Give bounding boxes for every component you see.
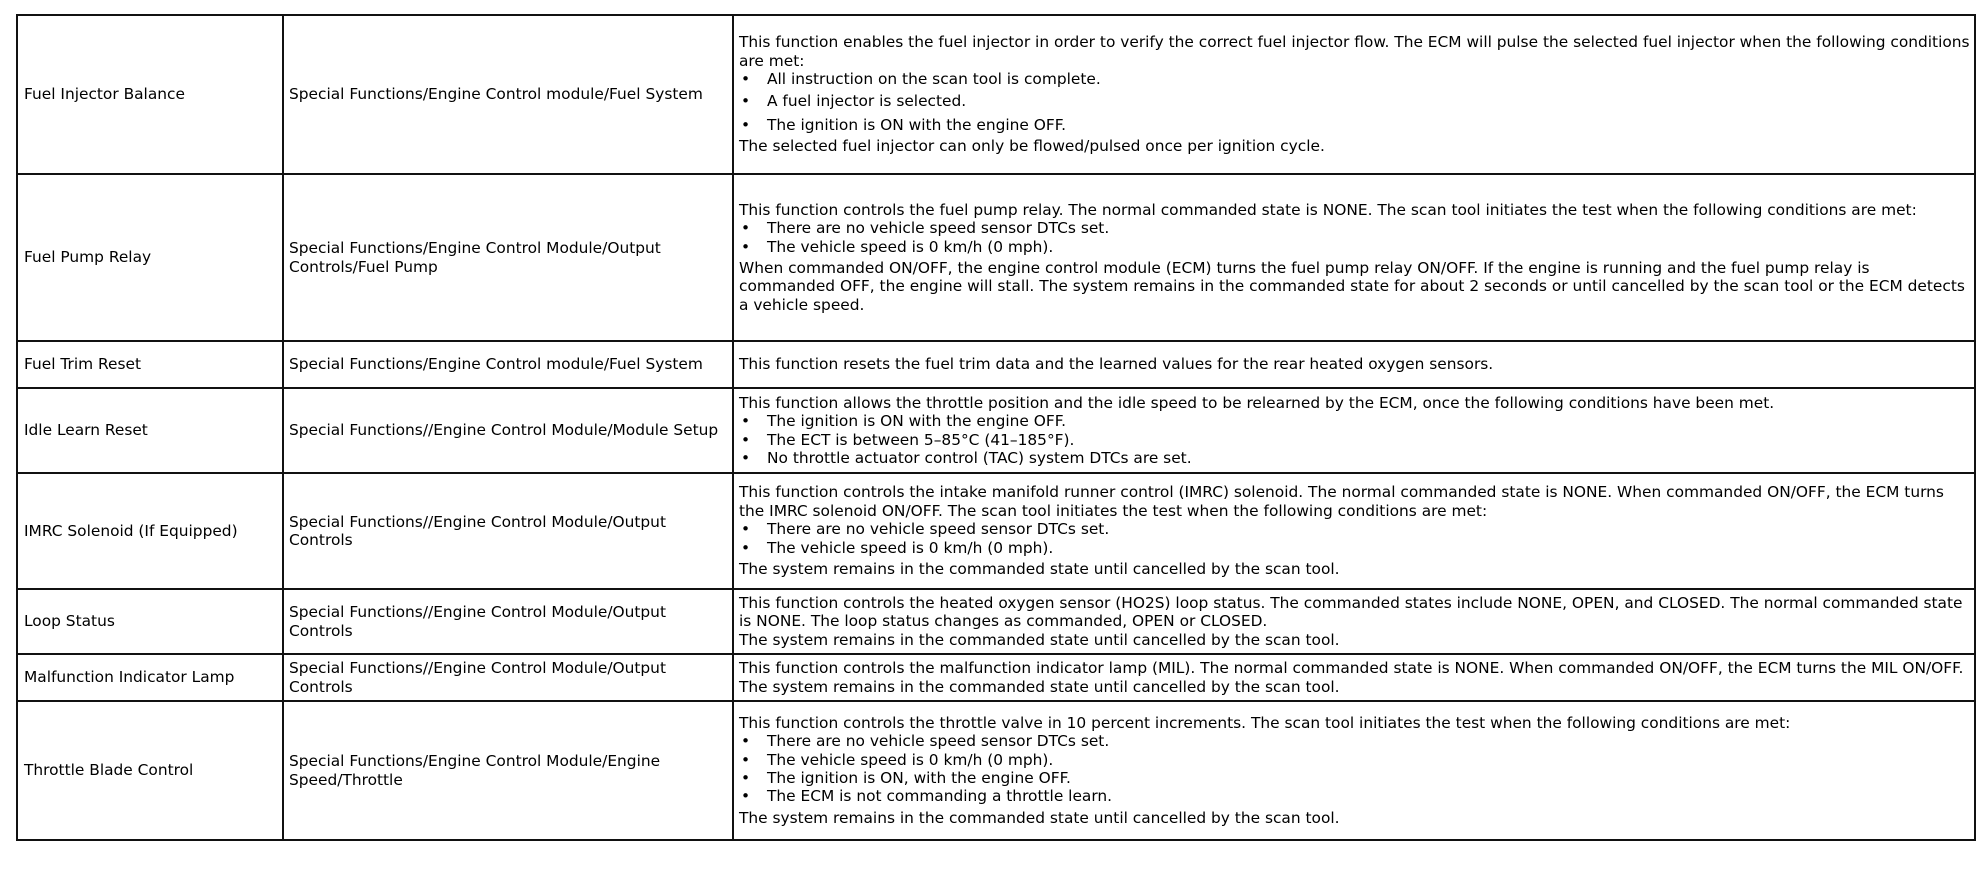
document-page: [16, 14, 1976, 841]
function-name: Fuel Pump Relay: [17, 174, 283, 341]
function-path: Special Functions/Engine Control Module/Output Controls/Fuel Pump: [283, 174, 733, 341]
function-name: Fuel Trim Reset: [17, 341, 283, 388]
function-description: [733, 388, 1975, 473]
function-path: Special Functions//Engine Control Module/Output Controls: [283, 654, 733, 701]
function-path: Special Functions//Engine Control Module/Module Setup: [283, 388, 733, 473]
description-intro: This function controls the intake manifold runner control (IMRC) solenoid. The normal commanded state is NONE. When commanded ON/OFF, the ECM turns the IMRC solenoid ON/OFF. The scan tool initiates the test when the following conditions are met:: [739, 483, 1944, 520]
condition-list: [739, 732, 1970, 806]
function-name: Idle Learn Reset: [17, 388, 283, 473]
function-name: Loop Status: [17, 589, 283, 654]
list-item: • The ECM is not commanding a throttle learn.: [739, 787, 1970, 805]
function-name: Throttle Blade Control: [17, 701, 283, 840]
list-item: • The vehicle speed is 0 km/h (0 mph).: [739, 238, 1970, 256]
function-name: Malfunction Indicator Lamp: [17, 654, 283, 701]
description-intro: This function controls the malfunction indicator lamp (MIL). The normal commanded state is NONE. When commanded ON/OFF, the ECM turns the MIL ON/OFF. The system remains in the commanded state until cancelled by the scan tool.: [739, 659, 1964, 696]
list-item: • There are no vehicle speed sensor DTCs set.: [739, 732, 1970, 750]
list-item: • A fuel injector is selected.: [739, 92, 1970, 110]
list-item: • The ECT is between 5–85°C (41–185°F).: [739, 431, 1970, 449]
function-description: [733, 174, 1975, 341]
function-description: [733, 15, 1975, 174]
special-functions-table: [16, 14, 1976, 841]
list-item: • The ignition is ON with the engine OFF.: [739, 412, 1970, 430]
function-name: Fuel Injector Balance: [17, 15, 283, 174]
function-path: Special Functions/Engine Control Module/Engine Speed/Throttle: [283, 701, 733, 840]
table-row: [17, 174, 1975, 341]
function-path: Special Functions/Engine Control module/Fuel System: [283, 341, 733, 388]
description-intro: This function enables the fuel injector in order to verify the correct fuel injector flow. The ECM will pulse the selected fuel injector when the following conditions are met:: [739, 33, 1970, 70]
function-path: Special Functions//Engine Control Module/Output Controls: [283, 589, 733, 654]
function-name: IMRC Solenoid (If Equipped): [17, 473, 283, 589]
function-description: [733, 701, 1975, 840]
description-intro: This function controls the fuel pump relay. The normal commanded state is NONE. The scan tool initiates the test when the following conditions are met:: [739, 200, 1917, 219]
function-description: [733, 589, 1975, 654]
function-description: [733, 473, 1975, 589]
list-item: • The ignition is ON, with the engine OFF.: [739, 769, 1970, 787]
condition-list: [739, 70, 1970, 134]
list-item: • There are no vehicle speed sensor DTCs set.: [739, 520, 1970, 538]
function-description: [733, 341, 1975, 388]
description-note: The system remains in the commanded state until cancelled by the scan tool.: [739, 560, 1340, 579]
condition-list: [739, 219, 1970, 256]
condition-list: [739, 412, 1970, 467]
list-item: • No throttle actuator control (TAC) system DTCs are set.: [739, 449, 1970, 467]
description-note: The system remains in the commanded state until cancelled by the scan tool.: [739, 808, 1340, 827]
table-row: [17, 589, 1975, 654]
table-row: [17, 341, 1975, 388]
table-row: [17, 388, 1975, 473]
list-item: • The vehicle speed is 0 km/h (0 mph).: [739, 751, 1970, 769]
list-item: • The vehicle speed is 0 km/h (0 mph).: [739, 539, 1970, 557]
table-row: [17, 473, 1975, 589]
description-note: The selected fuel injector can only be flowed/pulsed once per ignition cycle.: [739, 137, 1325, 156]
description-note: The system remains in the commanded state until cancelled by the scan tool.: [739, 630, 1340, 649]
condition-list: [739, 520, 1970, 557]
description-intro: This function controls the throttle valve in 10 percent increments. The scan tool initiates the test when the following conditions are met:: [739, 713, 1791, 732]
table-row: [17, 701, 1975, 840]
function-description: [733, 654, 1975, 701]
table-row: [17, 15, 1975, 174]
list-item: • There are no vehicle speed sensor DTCs set.: [739, 219, 1970, 237]
function-path: Special Functions//Engine Control Module/Output Controls: [283, 473, 733, 589]
list-item: • The ignition is ON with the engine OFF.: [739, 116, 1970, 134]
description-note: When commanded ON/OFF, the engine control module (ECM) turns the fuel pump relay ON/OFF. If the engine is running and the fuel pump relay is commanded OFF, the engine will stall. The system remains in the commanded state for about 2 seconds or until cancelled by the scan tool or the ECM detects a vehicle speed.: [739, 259, 1965, 314]
list-item: • All instruction on the scan tool is complete.: [739, 70, 1970, 88]
function-path: Special Functions/Engine Control module/Fuel System: [283, 15, 733, 174]
description-intro: This function resets the fuel trim data and the learned values for the rear heated oxygen sensors.: [739, 355, 1494, 374]
description-intro: This function allows the throttle position and the idle speed to be relearned by the ECM, once the following conditions have been met.: [739, 393, 1775, 412]
description-intro: This function controls the heated oxygen sensor (HO2S) loop status. The commanded states include NONE, OPEN, and CLOSED. The normal commanded state is NONE. The loop status changes as commanded, OPEN or CLOSED.: [739, 593, 1963, 631]
table-row: [17, 654, 1975, 701]
